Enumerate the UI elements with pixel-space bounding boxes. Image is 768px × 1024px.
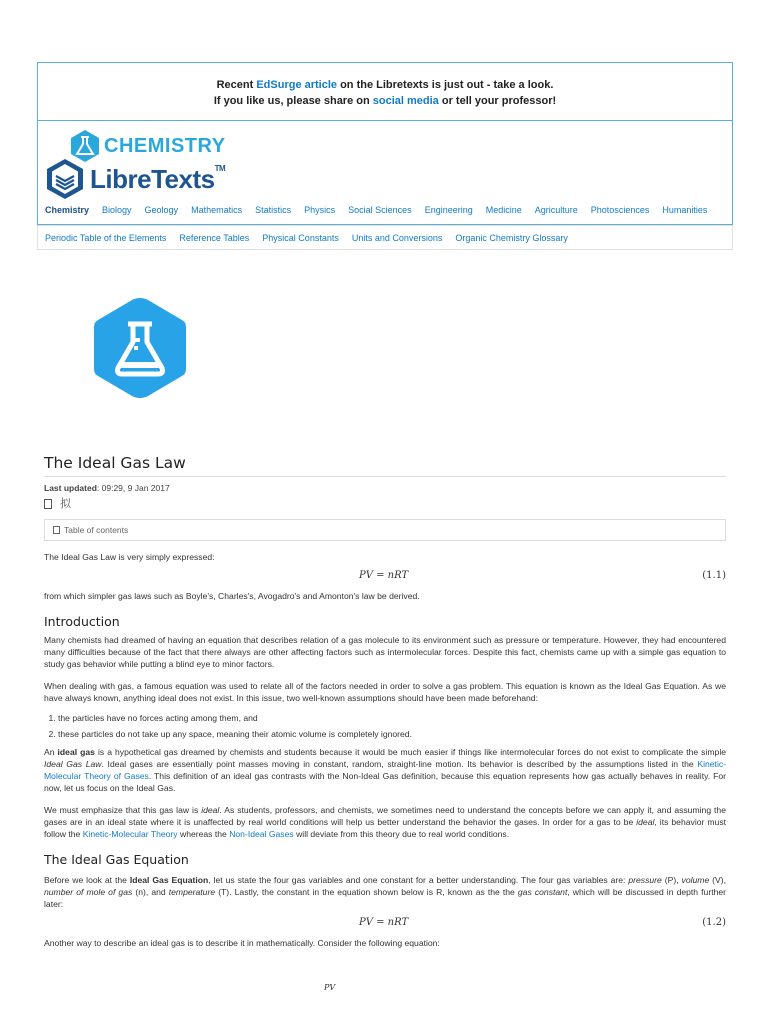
subject-link[interactable]: Agriculture (534, 205, 578, 215)
subject-link[interactable]: Geology (144, 205, 179, 215)
banner-line-1: Recent EdSurge article on the Libretexts is just out - take a look. (216, 79, 554, 91)
reference-link[interactable]: Periodic Table of the Elements (45, 232, 167, 243)
subject-nav (45, 205, 720, 215)
reference-link[interactable]: Organic Chemistry Glossary (455, 232, 568, 243)
paragraph: Before we look at the Ideal Gas Equation, let us state the four gas variables and one constant for a better understanding. The four gas variables are: pressure (P), volume (V), number of mole of gas (n), and temperature (T). Lastly, the constant in the equation shown below is R, known as the the gas constant, which will be discussed in depth further later: (44, 875, 727, 909)
toc-toggle-icon (53, 526, 60, 534)
paragraph: Many chemists had dreamed of having an equation that describes relation of a gas molecule to its environment such as pressure or temperature. However, they had encountered many difficulties because of the fact that there always are other affecting factors such as intermolecular forces. Despite this fact, chemists came up with a simple gas equation to study gas behavior while putting a blind eye to minor factors. (44, 635, 726, 669)
assumptions-list (44, 712, 726, 740)
reference-link[interactable]: Units and Conversions (351, 232, 443, 243)
subject-link[interactable]: Physics (304, 205, 336, 215)
table-of-contents[interactable] (44, 519, 726, 541)
last-updated: Last updated: 09:29, 9 Jan 2017 (44, 483, 170, 493)
books-hex-icon (44, 158, 86, 200)
subject-link[interactable]: Biology (102, 205, 132, 215)
equation-fraction-top: PV (324, 983, 336, 992)
paragraph: from which simpler gas laws such as Boyle's, Charles's, Avogadro's and Amonton's law be derived. (44, 591, 420, 601)
chemistry-wordmark: CHEMISTRY (104, 134, 226, 157)
article-content (44, 452, 726, 949)
libretexts-wordmark: LibreTexts™ (90, 163, 226, 194)
subject-link[interactable]: Photosciences (590, 205, 650, 215)
subject-link[interactable]: Chemistry (45, 205, 90, 215)
social-media-link[interactable]: social media (372, 95, 439, 107)
paragraph: When dealing with gas, a famous equation was used to relate all of the factors needed in order to solve a gas problem. This equation is known as the Ideal Gas Equation. As we have always known, anything ideal does not exist. In this issue, two well-known assumptions should have been made beforehand: (44, 681, 726, 703)
trademark-mark: TM (214, 163, 226, 173)
section-heading-ideal-gas-equation: The Ideal Gas Equation (44, 852, 189, 867)
equation-number: (1.1) (702, 570, 726, 581)
paragraph: An ideal gas is a hypothetical gas dreamed by chemists and students because it would be much easier if things like intermolecular forces do not exist to complicate the simple Ideal Gas Law. Ideal gases are essentially point masses moving in constant, random, straight-line motion. Its behavior is described by the assumptions listed in the Kinetic-Molecular Theory of Gases. This definition of an ideal gas contrasts with the Non-Ideal Gas definition, because this equation represents how gas actually behaves in reality. For now, let us focus on the Ideal Gas. (44, 747, 727, 793)
paragraph: We must emphasize that this gas law is ideal. As students, professors, and chemists, we sometimes need to understand the concepts before we can apply it, and assuming the gases are in an ideal state where it is unaffected by real world conditions will help us better understand the behavior the gases. In order for a gas to be ideal, its behavior must follow the Kinetic-Molecular Theory whereas the Non-Ideal Gases will deviate from this theory due to real world conditions. (44, 805, 727, 839)
page-tools (44, 498, 726, 510)
subject-link[interactable]: Medicine (485, 205, 522, 215)
subject-link[interactable]: Humanities (662, 205, 708, 215)
reference-link[interactable]: Physical Constants (262, 232, 339, 243)
announcement-banner (37, 62, 733, 121)
equation-1 (44, 568, 726, 586)
reference-nav (37, 225, 733, 250)
banner-line-2: If you like us, please share on social media or tell your professor! (213, 95, 557, 107)
subject-link[interactable]: Mathematics (191, 205, 243, 215)
print-icon[interactable] (44, 499, 52, 509)
reference-link[interactable]: Reference Tables (179, 232, 250, 243)
kmt-gases-link[interactable]: Kinetic-Molecular Theory of Gases (44, 759, 727, 781)
subject-link[interactable]: Engineering (424, 205, 473, 215)
subject-link[interactable]: Statistics (255, 205, 292, 215)
subject-link[interactable]: Social Sciences (348, 205, 412, 215)
section-heading-introduction: Introduction (44, 614, 120, 629)
chemistry-flask-icon (90, 296, 190, 400)
equation-expression: PV = nRT (359, 570, 409, 581)
site-header (37, 121, 733, 225)
tool-glyph[interactable]: 拟 (60, 498, 71, 510)
paragraph: The Ideal Gas Law is very simply expressed: (44, 552, 215, 562)
page-title: The Ideal Gas Law (44, 452, 726, 477)
edsurge-article-link[interactable]: EdSurge article (256, 79, 338, 91)
libretexts-logo[interactable] (44, 157, 225, 201)
list-item: 1. the particles have no forces acting among them, and (58, 712, 726, 724)
equation-number: (1.2) (702, 917, 726, 928)
equation-expression: PV = nRT (359, 917, 409, 928)
paragraph: Another way to describe an ideal gas is to describe it in mathematically. Consider the following equation: (44, 938, 440, 948)
toc-label: Table of contents (64, 525, 129, 535)
equation-2 (44, 915, 726, 933)
list-item: 2. these particles do not take up any space, meaning their atomic volume is completely ignored. (58, 728, 726, 740)
non-ideal-gases-link[interactable]: Non-Ideal Gases (229, 829, 294, 839)
kmt-link[interactable]: Kinetic-Molecular Theory (82, 829, 178, 839)
